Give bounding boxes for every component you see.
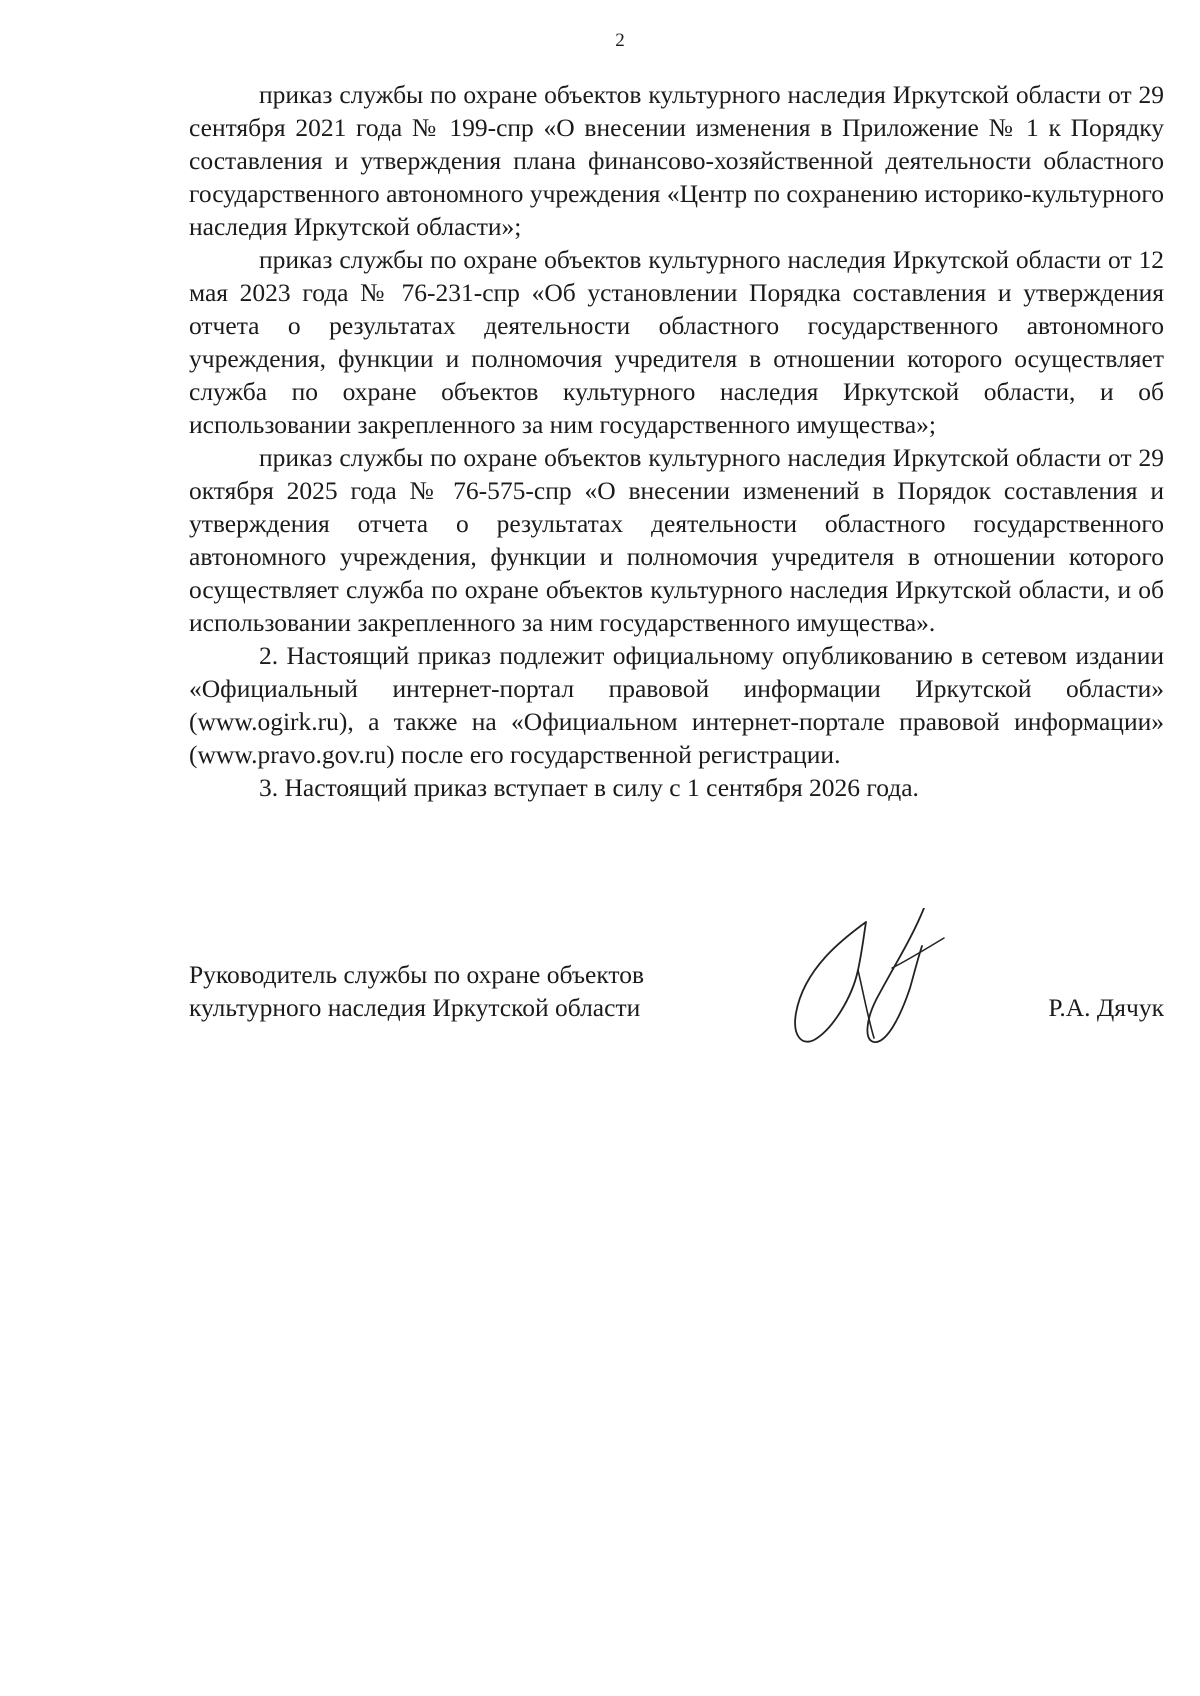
signer-title <box>189 958 749 1024</box>
paragraph-order-2021: приказ службы по охране объектов культурного наследия Иркутской области от 29 сентября 2021 года № 199-спр «О внесении изменения в Приложение № 1 к Порядку составления и утверждения плана финансово-хозяйственной деятельности областного государственного автономного учреждения «Центр по сохранению историко-культурного наследия Иркутской области»; <box>189 80 1164 241</box>
signer-title-line-1: Руководитель службы по охране объектов <box>189 960 644 989</box>
paragraph-order-2025: приказ службы по охране объектов культурного наследия Иркутской области от 29 октября 2025 года № 76-575-спр «О внесении изменений в Порядок составления и утверждения отчета о результатах деятельности областного государственного автономного учреждения, функции и полномочия учредителя в отношении которого осуществляет служба по охране объектов культурного наследия Иркутской области, и об использовании закрепленного за ним государственного имущества». <box>189 443 1164 637</box>
paragraph-publication: 2. Настоящий приказ подлежит официальному опубликованию в сетевом издании «Официальный интернет-портал правовой информации Иркутской области» (www.ogirk.ru), а также на «Официальном интернет-портале правовой информации» (www.pravo.gov.ru) после его государственной регистрации. <box>189 641 1164 769</box>
signer-name: Р.А. Дячук <box>1048 993 1164 1022</box>
document-body <box>189 78 1164 804</box>
signature-block <box>189 958 1164 1078</box>
signer-title-line-2: культурного наследия Иркутской области <box>189 993 641 1022</box>
paragraph-effective-date: 3. Настоящий приказ вступает в силу с 1 сентября 2026 года. <box>259 773 919 802</box>
page-number: 2 <box>615 30 625 51</box>
handwritten-signature <box>774 908 974 1058</box>
paragraph-order-2023: приказ службы по охране объектов культурного наследия Иркутской области от 12 мая 2023 года № 76-231-спр «Об установлении Порядка составления и утверждения отчета о результатах деятельности областного государственного автономного учреждения, функции и полномочия учредителя в отношении которого осуществляет служба по охране объектов культурного наследия Иркутской области, и об использовании закрепленного за ним государственного имущества»; <box>189 245 1164 439</box>
